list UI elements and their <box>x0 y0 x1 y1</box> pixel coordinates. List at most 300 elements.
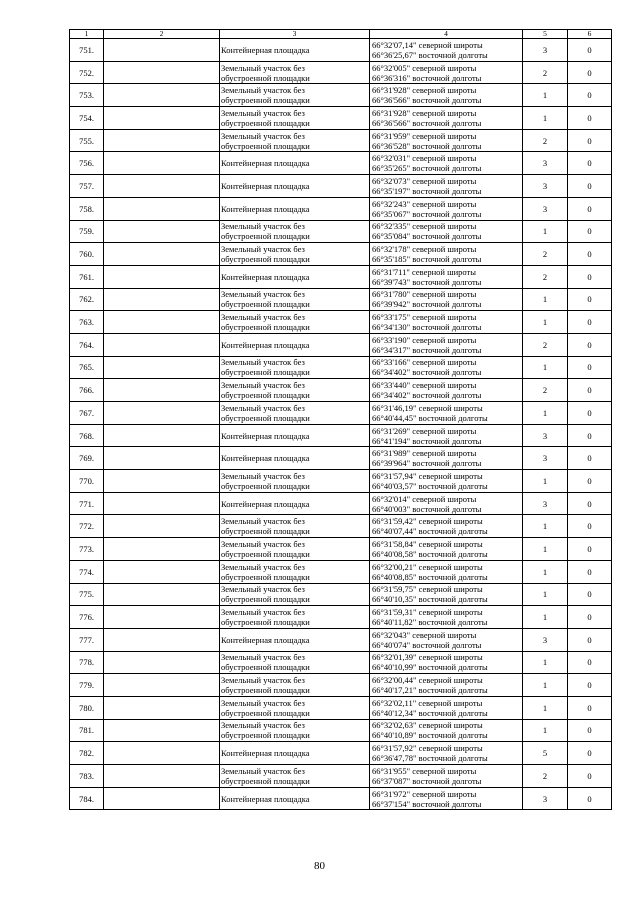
column-6-cell: 0 <box>568 265 612 288</box>
row-number-cell: 763. <box>70 311 104 334</box>
site-type-line: Земельный участок без <box>221 107 305 118</box>
coordinate-line: 66°40'003" восточной долготы <box>372 503 482 514</box>
coordinate-line: 66°32'031" северной широты <box>372 153 477 164</box>
coordinate-line: 66°31'972" северной широты <box>372 788 477 799</box>
coordinates-cell <box>370 220 523 243</box>
coordinates-cell <box>370 311 523 334</box>
site-type-line: обустроенной площадки <box>221 775 310 786</box>
column-5-cell: 1 <box>523 220 568 243</box>
site-type-line: Земельный участок без <box>221 607 305 618</box>
column-6-cell: 0 <box>568 447 612 470</box>
header-cell: 1 <box>70 30 104 39</box>
column-6-cell: 0 <box>568 402 612 425</box>
row-number-cell: 771. <box>70 492 104 515</box>
site-type-line: Земельный участок без <box>221 244 305 255</box>
column-2-cell <box>104 742 220 765</box>
table-row <box>70 628 612 651</box>
site-type-cell <box>220 84 370 107</box>
site-type-line: обустроенной площадки <box>221 367 310 378</box>
column-5-cell: 3 <box>523 447 568 470</box>
column-5-cell: 2 <box>523 765 568 788</box>
coordinates-cell <box>370 243 523 266</box>
site-type-line: Контейнерная площадка <box>221 44 310 55</box>
site-type-line: обустроенной площадки <box>221 594 310 605</box>
table-row <box>70 470 612 493</box>
coordinate-line: 66°31'711" северной широты <box>372 266 476 277</box>
column-2-cell <box>104 492 220 515</box>
column-6-cell: 0 <box>568 765 612 788</box>
table-row <box>70 674 612 697</box>
coordinate-line: 66°32'01,39" северной широты <box>372 652 483 663</box>
row-number-cell: 775. <box>70 583 104 606</box>
column-5-cell: 3 <box>523 492 568 515</box>
column-6-cell: 0 <box>568 787 612 810</box>
column-5-cell: 1 <box>523 515 568 538</box>
coordinate-line: 66°32'00,44" северной широты <box>372 675 483 686</box>
coordinates-cell <box>370 719 523 742</box>
row-number-cell: 783. <box>70 765 104 788</box>
coordinates-cell <box>370 447 523 470</box>
site-type-cell <box>220 606 370 629</box>
site-type-cell <box>220 402 370 425</box>
registry-table <box>69 29 612 810</box>
site-type-line: Контейнерная площадка <box>221 634 310 645</box>
coordinate-line: 66°31'58,84" северной широты <box>372 538 483 549</box>
coordinate-line: 66°32'02,11" северной широты <box>372 697 483 708</box>
table-row <box>70 265 612 288</box>
row-number-cell: 757. <box>70 175 104 198</box>
coordinate-line: 66°36'316" восточной долготы <box>372 72 482 83</box>
column-6-cell: 0 <box>568 39 612 62</box>
column-6-cell: 0 <box>568 107 612 130</box>
table-row <box>70 424 612 447</box>
coordinates-cell <box>370 175 523 198</box>
coordinates-cell <box>370 107 523 130</box>
row-number-cell: 774. <box>70 560 104 583</box>
column-2-cell <box>104 84 220 107</box>
column-5-cell: 1 <box>523 356 568 379</box>
site-type-cell <box>220 742 370 765</box>
column-2-cell <box>104 538 220 561</box>
coordinate-line: 66°39'743" восточной долготы <box>372 276 482 287</box>
site-type-cell <box>220 61 370 84</box>
site-type-line: Контейнерная площадка <box>221 748 310 759</box>
site-type-line: обустроенной площадки <box>221 480 310 491</box>
table-row <box>70 220 612 243</box>
site-type-line: обустроенной площадки <box>221 526 310 537</box>
coordinate-line: 66°31'928" северной широты <box>372 85 477 96</box>
header-cell: 5 <box>523 30 568 39</box>
coordinate-line: 66°32'335" северной широты <box>372 221 477 232</box>
row-number-cell: 766. <box>70 379 104 402</box>
coordinate-line: 66°31'59,31" северной широты <box>372 607 483 618</box>
coordinate-line: 66°33'440" северной широты <box>372 380 477 391</box>
site-type-line: Контейнерная площадка <box>221 430 310 441</box>
row-number-cell: 778. <box>70 651 104 674</box>
coordinate-line: 66°31'955" северной широты <box>372 765 477 776</box>
coordinate-line: 66°40'07,44" восточной долготы <box>372 526 488 537</box>
site-type-line: обустроенной площадки <box>221 617 310 628</box>
site-type-cell <box>220 651 370 674</box>
coordinate-line: 66°36'47,78" восточной долготы <box>372 753 488 764</box>
coordinate-line: 66°31'989" северной широты <box>372 448 477 459</box>
row-number-cell: 768. <box>70 424 104 447</box>
coordinates-cell <box>370 515 523 538</box>
site-type-line: Земельный участок без <box>221 765 305 776</box>
row-number-cell: 770. <box>70 470 104 493</box>
coordinate-line: 66°31'46,19" северной широты <box>372 402 483 413</box>
header-cell: 2 <box>104 30 220 39</box>
site-type-line: обустроенной площадки <box>221 254 310 265</box>
table-row <box>70 379 612 402</box>
coordinates-cell <box>370 470 523 493</box>
column-2-cell <box>104 197 220 220</box>
page-number: 80 <box>314 860 325 872</box>
site-type-cell <box>220 492 370 515</box>
column-6-cell: 0 <box>568 606 612 629</box>
site-type-line: Земельный участок без <box>221 130 305 141</box>
row-number-cell: 761. <box>70 265 104 288</box>
site-type-line: обустроенной площадки <box>221 117 310 128</box>
table-row <box>70 333 612 356</box>
coordinate-line: 66°35'084" восточной долготы <box>372 231 482 242</box>
column-2-cell <box>104 719 220 742</box>
site-type-line: Контейнерная площадка <box>221 498 310 509</box>
coordinate-line: 66°31'59,42" северной широты <box>372 516 483 527</box>
coordinate-line: 66°31'57,92" северной широты <box>372 743 483 754</box>
site-type-line: Земельный участок без <box>221 584 305 595</box>
table-row <box>70 107 612 130</box>
site-type-line: обустроенной площадки <box>221 707 310 718</box>
column-2-cell <box>104 129 220 152</box>
column-6-cell: 0 <box>568 311 612 334</box>
column-6-cell: 0 <box>568 651 612 674</box>
coordinate-line: 66°32'005" северной широты <box>372 62 477 73</box>
coordinate-line: 66°32'07,14" северной широты <box>372 39 483 50</box>
coordinates-cell <box>370 333 523 356</box>
table-row <box>70 152 612 175</box>
site-type-line: Контейнерная площадка <box>221 158 310 169</box>
column-6-cell: 0 <box>568 288 612 311</box>
column-5-cell: 3 <box>523 424 568 447</box>
coordinate-line: 66°32'014" северной широты <box>372 493 477 504</box>
column-2-cell <box>104 402 220 425</box>
coordinates-cell <box>370 674 523 697</box>
row-number-cell: 753. <box>70 84 104 107</box>
column-5-cell: 1 <box>523 470 568 493</box>
column-6-cell: 0 <box>568 333 612 356</box>
coordinate-line: 66°31'59,75" северной широты <box>372 584 483 595</box>
column-5-cell: 3 <box>523 152 568 175</box>
coordinates-cell <box>370 765 523 788</box>
coordinate-line: 66°40'08,58" восточной долготы <box>372 548 488 559</box>
row-number-cell: 755. <box>70 129 104 152</box>
coordinate-line: 66°32'178" северной широты <box>372 244 477 255</box>
coordinates-cell <box>370 84 523 107</box>
coordinate-line: 66°39'964" восточной долготы <box>372 458 482 469</box>
header-cell: 4 <box>370 30 523 39</box>
coordinate-line: 66°31'57,94" северной широты <box>372 470 483 481</box>
table-row <box>70 288 612 311</box>
column-6-cell: 0 <box>568 379 612 402</box>
column-6-cell: 0 <box>568 220 612 243</box>
site-type-cell <box>220 719 370 742</box>
row-number-cell: 772. <box>70 515 104 538</box>
coordinate-line: 66°40'10,99" восточной долготы <box>372 662 488 673</box>
column-2-cell <box>104 61 220 84</box>
column-6-cell: 0 <box>568 152 612 175</box>
row-number-cell: 759. <box>70 220 104 243</box>
coordinates-cell <box>370 787 523 810</box>
coordinates-cell <box>370 379 523 402</box>
site-type-cell <box>220 243 370 266</box>
coordinate-line: 66°33'175" северной широты <box>372 312 477 323</box>
table-row <box>70 61 612 84</box>
table-row <box>70 129 612 152</box>
column-6-cell: 0 <box>568 538 612 561</box>
column-2-cell <box>104 470 220 493</box>
column-5-cell: 1 <box>523 107 568 130</box>
coordinate-line: 66°39'942" восточной долготы <box>372 299 482 310</box>
header-row <box>70 30 612 39</box>
site-type-line: Контейнерная площадка <box>221 793 310 804</box>
coordinates-cell <box>370 265 523 288</box>
column-5-cell: 3 <box>523 39 568 62</box>
table-row <box>70 765 612 788</box>
row-number-cell: 756. <box>70 152 104 175</box>
header-cell: 6 <box>568 30 612 39</box>
site-type-line: обустроенной площадки <box>221 322 310 333</box>
coordinate-line: 66°37'154" восточной долготы <box>372 798 482 809</box>
site-type-cell <box>220 379 370 402</box>
coordinates-cell <box>370 424 523 447</box>
table-row <box>70 515 612 538</box>
table-row <box>70 175 612 198</box>
column-6-cell: 0 <box>568 742 612 765</box>
column-5-cell: 1 <box>523 696 568 719</box>
site-type-line: обустроенной площадки <box>221 412 310 423</box>
site-type-cell <box>220 129 370 152</box>
column-2-cell <box>104 265 220 288</box>
coordinate-line: 66°34'130" восточной долготы <box>372 322 482 333</box>
column-2-cell <box>104 39 220 62</box>
column-6-cell: 0 <box>568 84 612 107</box>
site-type-line: Земельный участок без <box>221 312 305 323</box>
column-5-cell: 3 <box>523 175 568 198</box>
site-type-line: Земельный участок без <box>221 697 305 708</box>
column-2-cell <box>104 243 220 266</box>
column-2-cell <box>104 220 220 243</box>
site-type-line: обустроенной площадки <box>221 548 310 559</box>
column-6-cell: 0 <box>568 674 612 697</box>
site-type-line: обустроенной площадки <box>221 299 310 310</box>
column-2-cell <box>104 424 220 447</box>
column-6-cell: 0 <box>568 515 612 538</box>
site-type-line: Земельный участок без <box>221 289 305 300</box>
table-row <box>70 719 612 742</box>
site-type-cell <box>220 311 370 334</box>
table-row <box>70 538 612 561</box>
site-type-line: обустроенной площадки <box>221 571 310 582</box>
coordinate-line: 66°41'194" восточной долготы <box>372 435 482 446</box>
coordinate-line: 66°34'402" восточной долготы <box>372 367 482 378</box>
column-5-cell: 3 <box>523 628 568 651</box>
coordinates-cell <box>370 39 523 62</box>
column-2-cell <box>104 311 220 334</box>
row-number-cell: 780. <box>70 696 104 719</box>
column-5-cell: 5 <box>523 742 568 765</box>
site-type-line: Земельный участок без <box>221 561 305 572</box>
coordinates-cell <box>370 129 523 152</box>
coordinate-line: 66°35'185" восточной долготы <box>372 254 482 265</box>
column-2-cell <box>104 379 220 402</box>
column-6-cell: 0 <box>568 197 612 220</box>
site-type-line: обустроенной площадки <box>221 730 310 741</box>
site-type-cell <box>220 583 370 606</box>
column-6-cell: 0 <box>568 175 612 198</box>
column-2-cell <box>104 333 220 356</box>
row-number-cell: 781. <box>70 719 104 742</box>
site-type-cell <box>220 265 370 288</box>
site-type-cell <box>220 356 370 379</box>
site-type-cell <box>220 628 370 651</box>
site-type-cell <box>220 175 370 198</box>
column-2-cell <box>104 107 220 130</box>
table-row <box>70 84 612 107</box>
coordinate-line: 66°33'190" северной широты <box>372 334 477 345</box>
column-6-cell: 0 <box>568 492 612 515</box>
coordinate-line: 66°33'166" северной широты <box>372 357 477 368</box>
coordinate-line: 66°31'928" северной широты <box>372 107 477 118</box>
coordinates-cell <box>370 651 523 674</box>
site-type-line: Земельный участок без <box>221 470 305 481</box>
site-type-cell <box>220 39 370 62</box>
row-number-cell: 762. <box>70 288 104 311</box>
column-5-cell: 2 <box>523 333 568 356</box>
table-row <box>70 560 612 583</box>
column-6-cell: 0 <box>568 628 612 651</box>
coordinate-line: 66°40'10,89" восточной долготы <box>372 730 488 741</box>
site-type-line: Земельный участок без <box>221 85 305 96</box>
site-type-cell <box>220 674 370 697</box>
column-6-cell: 0 <box>568 356 612 379</box>
row-number-cell: 760. <box>70 243 104 266</box>
coordinate-line: 66°36'25,67" восточной долготы <box>372 49 488 60</box>
column-5-cell: 1 <box>523 311 568 334</box>
column-5-cell: 1 <box>523 84 568 107</box>
coordinate-line: 66°40'03,57" восточной долготы <box>372 480 488 491</box>
site-type-line: обустроенной площадки <box>221 72 310 83</box>
row-number-cell: 779. <box>70 674 104 697</box>
coordinate-line: 66°35'265" восточной долготы <box>372 163 482 174</box>
coordinate-line: 66°40'17,21" восточной долготы <box>372 685 488 696</box>
site-type-cell <box>220 152 370 175</box>
coordinate-line: 66°32'073" северной широты <box>372 175 477 186</box>
site-type-cell <box>220 515 370 538</box>
coordinates-cell <box>370 628 523 651</box>
column-6-cell: 0 <box>568 470 612 493</box>
table-row <box>70 311 612 334</box>
site-type-line: Контейнерная площадка <box>221 271 310 282</box>
site-type-cell <box>220 333 370 356</box>
site-type-line: Контейнерная площадка <box>221 339 310 350</box>
row-number-cell: 776. <box>70 606 104 629</box>
coordinate-line: 66°40'11,82" восточной долготы <box>372 617 488 628</box>
column-6-cell: 0 <box>568 129 612 152</box>
column-2-cell <box>104 606 220 629</box>
column-2-cell <box>104 674 220 697</box>
table-row <box>70 356 612 379</box>
table-row <box>70 742 612 765</box>
site-type-line: обустроенной площадки <box>221 662 310 673</box>
column-2-cell <box>104 288 220 311</box>
table-row <box>70 447 612 470</box>
coordinate-line: 66°36'566" восточной долготы <box>372 95 482 106</box>
site-type-cell <box>220 220 370 243</box>
column-2-cell <box>104 628 220 651</box>
column-6-cell: 0 <box>568 719 612 742</box>
column-6-cell: 0 <box>568 424 612 447</box>
site-type-line: обустроенной площадки <box>221 685 310 696</box>
coordinate-line: 66°32'00,21" северной широты <box>372 561 483 572</box>
coordinate-line: 66°40'12,34" восточной долготы <box>372 707 488 718</box>
site-type-cell <box>220 696 370 719</box>
row-number-cell: 754. <box>70 107 104 130</box>
coordinate-line: 66°35'067" восточной долготы <box>372 208 482 219</box>
site-type-line: Контейнерная площадка <box>221 203 310 214</box>
site-type-cell <box>220 107 370 130</box>
site-type-line: Земельный участок без <box>221 357 305 368</box>
row-number-cell: 751. <box>70 39 104 62</box>
site-type-cell <box>220 538 370 561</box>
site-type-line: Земельный участок без <box>221 675 305 686</box>
coordinate-line: 66°34'317" восточной долготы <box>372 344 482 355</box>
coordinates-cell <box>370 696 523 719</box>
column-6-cell: 0 <box>568 696 612 719</box>
column-5-cell: 1 <box>523 606 568 629</box>
table-row <box>70 583 612 606</box>
coordinate-line: 66°31'959" северной широты <box>372 130 477 141</box>
table-row <box>70 787 612 810</box>
column-5-cell: 2 <box>523 61 568 84</box>
coordinates-cell <box>370 288 523 311</box>
coordinates-cell <box>370 197 523 220</box>
site-type-cell <box>220 447 370 470</box>
site-type-line: Земельный участок без <box>221 62 305 73</box>
row-number-cell: 777. <box>70 628 104 651</box>
column-2-cell <box>104 583 220 606</box>
site-type-line: Земельный участок без <box>221 720 305 731</box>
column-5-cell: 2 <box>523 129 568 152</box>
column-2-cell <box>104 787 220 810</box>
column-2-cell <box>104 175 220 198</box>
column-5-cell: 1 <box>523 288 568 311</box>
site-type-line: Земельный участок без <box>221 538 305 549</box>
coordinates-cell <box>370 560 523 583</box>
row-number-cell: 769. <box>70 447 104 470</box>
site-type-cell <box>220 197 370 220</box>
coordinates-cell <box>370 492 523 515</box>
coordinate-line: 66°34'402" восточной долготы <box>372 390 482 401</box>
coordinate-line: 66°40'08,85" восточной долготы <box>372 571 488 582</box>
site-type-line: обустроенной площадки <box>221 140 310 151</box>
column-6-cell: 0 <box>568 243 612 266</box>
site-type-line: обустроенной площадки <box>221 231 310 242</box>
site-type-line: Контейнерная площадка <box>221 180 310 191</box>
coordinate-line: 66°32'243" северной широты <box>372 198 477 209</box>
site-type-line: Земельный участок без <box>221 516 305 527</box>
column-5-cell: 1 <box>523 560 568 583</box>
